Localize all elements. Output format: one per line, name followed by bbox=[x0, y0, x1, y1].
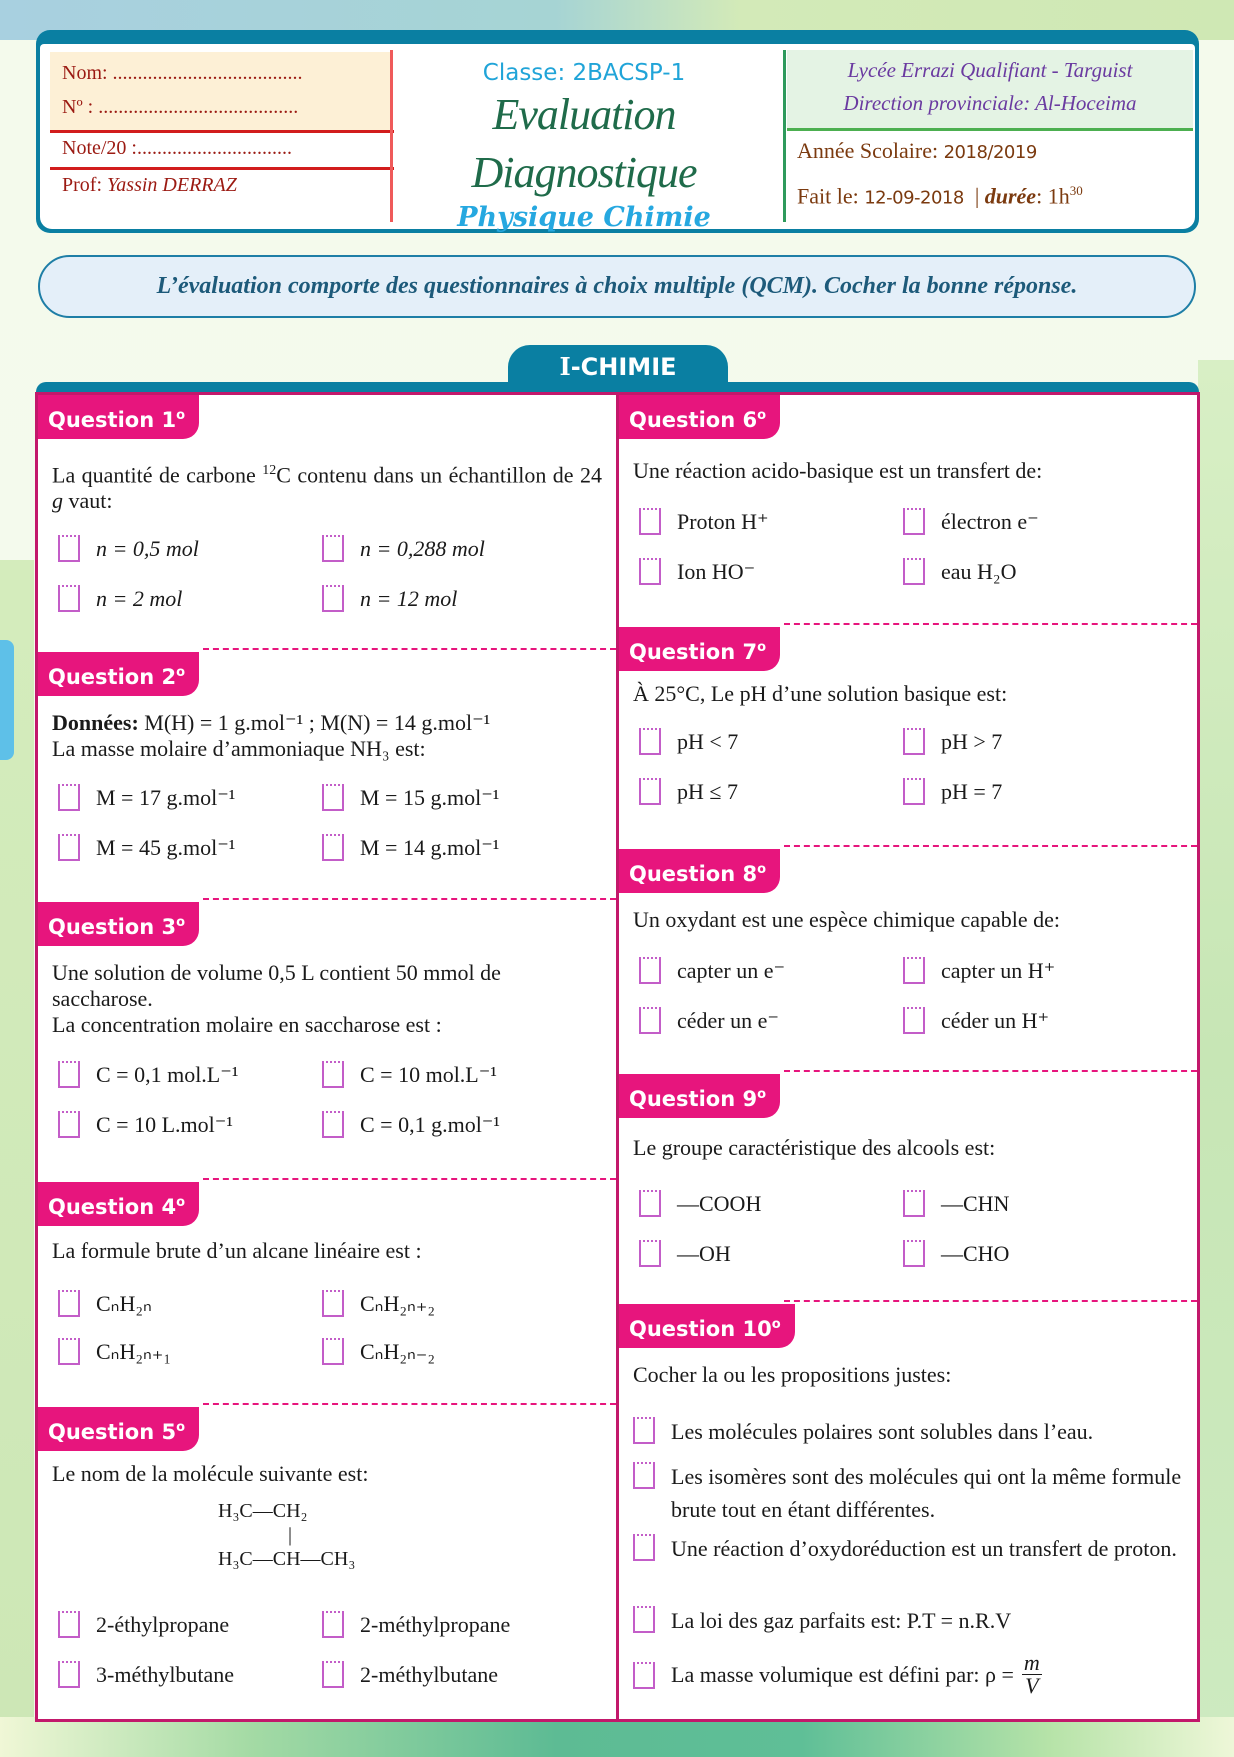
question-10 bbox=[619, 1300, 1197, 1720]
question-label: Question bbox=[48, 915, 155, 939]
numero-field[interactable]: Nº : ........................................ bbox=[62, 96, 299, 118]
option-label: M = 17 g.mol⁻¹ bbox=[96, 784, 236, 810]
option[interactable] bbox=[903, 1190, 1009, 1217]
option-label: CₙH₂ₙ bbox=[96, 1290, 152, 1316]
question-label: Question bbox=[629, 1317, 736, 1341]
duration-value: 1h bbox=[1047, 183, 1070, 209]
fraction-denominator: V bbox=[1025, 1673, 1039, 1698]
option[interactable] bbox=[58, 1111, 233, 1138]
option[interactable] bbox=[903, 957, 1055, 984]
option-label: capter un H⁺ bbox=[941, 957, 1056, 983]
checkbox[interactable] bbox=[58, 585, 80, 612]
checkbox[interactable] bbox=[639, 1240, 661, 1267]
option-label: Proton H⁺ bbox=[677, 508, 769, 534]
option[interactable] bbox=[633, 1460, 1187, 1526]
question-tab bbox=[38, 1182, 199, 1226]
school-info-block bbox=[787, 50, 1193, 211]
checkbox[interactable] bbox=[903, 1190, 925, 1217]
checkbox[interactable] bbox=[58, 1290, 80, 1317]
question-text: La quantité de carbone $^{12}$C contenu dans un échantillon de 24 g vaut: bbox=[52, 462, 602, 514]
option-label: —CHO bbox=[941, 1240, 1010, 1266]
option-label: Les molécules polaires sont solubles dans l’eau. bbox=[671, 1419, 1094, 1444]
option[interactable] bbox=[633, 1652, 1187, 1697]
prof-label: Prof: bbox=[62, 174, 102, 196]
school-year bbox=[787, 131, 1193, 171]
header-inner bbox=[40, 44, 1195, 233]
option-label: pH = 7 bbox=[941, 778, 1003, 804]
checkbox[interactable] bbox=[58, 834, 80, 861]
dashed-divider bbox=[203, 898, 616, 900]
question-label: Question bbox=[48, 1195, 155, 1219]
question-label: Question bbox=[629, 408, 736, 432]
option[interactable] bbox=[903, 1007, 1049, 1034]
option-label: Ion HO⁻ bbox=[677, 558, 756, 584]
year-value: 2018/2019 bbox=[943, 142, 1037, 163]
subject-label: Physique Chimie bbox=[457, 202, 711, 233]
question-number: 4 bbox=[161, 1195, 177, 1219]
student-id-fields bbox=[50, 52, 390, 130]
note-field[interactable]: Note/20 :............................... bbox=[62, 137, 292, 159]
option-label: M = 15 g.mol⁻¹ bbox=[360, 784, 500, 810]
question-5 bbox=[38, 1403, 616, 1723]
option-label: —CHN bbox=[941, 1190, 1010, 1216]
column-left bbox=[35, 392, 619, 1722]
option[interactable] bbox=[639, 728, 738, 755]
option[interactable] bbox=[639, 508, 769, 535]
section-numeral: I bbox=[559, 352, 571, 381]
option[interactable] bbox=[639, 778, 738, 805]
option-label: CₙH₂ₙ₋₂ bbox=[360, 1338, 436, 1364]
question-text: À 25°C, Le pH d’une solution basique est: bbox=[633, 681, 1008, 706]
option-label: électron e⁻ bbox=[941, 508, 1039, 534]
question-1 bbox=[38, 395, 616, 640]
duration-label: durée bbox=[984, 183, 1037, 209]
checkbox[interactable] bbox=[322, 834, 344, 861]
molecule-row-1: H₃C—CH₂ bbox=[218, 1500, 308, 1522]
divider-vertical bbox=[390, 50, 393, 222]
question-number: 3 bbox=[161, 915, 177, 939]
option[interactable] bbox=[322, 1661, 498, 1688]
checkbox[interactable] bbox=[903, 1240, 925, 1267]
option[interactable] bbox=[58, 1661, 234, 1688]
option-label: La masse volumique est défini par: ρ = bbox=[671, 1662, 1014, 1687]
question-text: Cocher la ou les propositions justes: bbox=[633, 1362, 952, 1387]
option[interactable] bbox=[322, 784, 499, 811]
option[interactable] bbox=[58, 834, 235, 861]
option-label: —OH bbox=[677, 1240, 731, 1266]
fraction bbox=[1022, 1652, 1042, 1697]
question-ordinal: o bbox=[757, 1087, 767, 1102]
checkbox[interactable] bbox=[639, 558, 661, 585]
option[interactable] bbox=[903, 508, 1039, 535]
option[interactable] bbox=[58, 1061, 238, 1088]
checkbox[interactable] bbox=[639, 778, 661, 805]
option[interactable] bbox=[322, 585, 457, 612]
option[interactable] bbox=[322, 1611, 510, 1638]
checkbox[interactable] bbox=[639, 957, 661, 984]
checkbox[interactable] bbox=[639, 1007, 661, 1034]
option[interactable] bbox=[58, 585, 182, 612]
question-tab bbox=[38, 652, 199, 696]
option-label: 2-méthylbutane bbox=[360, 1661, 499, 1687]
option-label: 3-méthylbutane bbox=[96, 1661, 235, 1687]
option-label: C = 10 mol.L⁻¹ bbox=[360, 1061, 497, 1087]
option[interactable] bbox=[322, 1111, 500, 1138]
checkbox[interactable] bbox=[322, 1661, 344, 1688]
option[interactable] bbox=[633, 1415, 1187, 1448]
date-value: 12-09-2018 bbox=[864, 187, 964, 209]
option-label: céder un e⁻ bbox=[677, 1007, 779, 1033]
question-ordinal: o bbox=[176, 408, 186, 423]
question-3 bbox=[38, 898, 616, 1178]
option-label: n = 0,5 mol bbox=[96, 535, 199, 561]
question-label: Question bbox=[629, 862, 736, 886]
question-tab bbox=[619, 395, 780, 439]
option[interactable] bbox=[58, 1611, 229, 1638]
option-label: n = 2 mol bbox=[96, 585, 183, 611]
question-text: Un oxydant est une espèce chimique capable de: bbox=[633, 907, 1061, 932]
checkbox[interactable] bbox=[639, 508, 661, 535]
option-label: n = 0,288 mol bbox=[360, 535, 485, 561]
date-duration: Fait le: 12-09-2018 | durée: $1h^{30}$ bbox=[797, 183, 1083, 209]
date-label: Fait le: bbox=[797, 183, 859, 209]
option[interactable] bbox=[58, 535, 199, 562]
question-label: Question bbox=[48, 1420, 155, 1444]
option-label: C = 0,1 mol.L⁻¹ bbox=[96, 1061, 239, 1087]
background-bottom bbox=[0, 1717, 1234, 1757]
checkbox[interactable] bbox=[322, 1338, 344, 1365]
dashed-divider bbox=[784, 845, 1197, 847]
option[interactable] bbox=[639, 1190, 761, 1217]
question-tab bbox=[38, 395, 199, 439]
checkbox[interactable] bbox=[639, 728, 661, 755]
question-tab bbox=[38, 1407, 199, 1451]
question-ordinal: o bbox=[757, 640, 767, 655]
checkbox[interactable] bbox=[58, 535, 80, 562]
dashed-divider bbox=[203, 1403, 616, 1405]
background-accent bbox=[0, 640, 14, 760]
option-label: 2-éthylpropane bbox=[96, 1611, 230, 1637]
question-text: Données: M(H) = 1 g.mol⁻¹ ; M(N) = 14 g.mol⁻¹ La masse molaire d’ammoniaque NH₃ est: bbox=[52, 710, 491, 761]
question-label: Question bbox=[629, 1087, 736, 1111]
question-tab bbox=[619, 849, 780, 893]
question-ordinal: o bbox=[771, 1317, 781, 1332]
checkbox[interactable] bbox=[633, 1417, 655, 1444]
question-text: Le groupe caractéristique des alcools est: bbox=[633, 1135, 996, 1160]
option[interactable] bbox=[633, 1604, 1187, 1637]
question-label: Question bbox=[48, 665, 155, 689]
school-box bbox=[787, 50, 1193, 128]
question-ordinal: o bbox=[757, 408, 767, 423]
option-label: Une réaction d’oxydoréduction est un transfert de proton. bbox=[671, 1536, 1177, 1561]
question-number: 2 bbox=[161, 665, 177, 689]
checkbox[interactable] bbox=[322, 1611, 344, 1638]
question-ordinal: o bbox=[176, 665, 186, 680]
option-label: C = 10 L.mol⁻¹ bbox=[96, 1111, 233, 1137]
option[interactable] bbox=[322, 1338, 435, 1365]
checkbox[interactable] bbox=[58, 1061, 80, 1088]
checkbox[interactable] bbox=[322, 784, 344, 811]
checkbox[interactable] bbox=[633, 1662, 655, 1689]
checkbox[interactable] bbox=[322, 1111, 344, 1138]
option[interactable] bbox=[639, 957, 785, 984]
fraction-numerator: m bbox=[1023, 1650, 1040, 1675]
checkbox[interactable] bbox=[633, 1462, 655, 1489]
option[interactable] bbox=[322, 1061, 497, 1088]
question-tab bbox=[38, 902, 199, 946]
exam-title-block bbox=[390, 44, 778, 233]
exam-header bbox=[36, 30, 1199, 233]
option[interactable] bbox=[903, 558, 1016, 585]
option-label: pH ≤ 7 bbox=[677, 778, 738, 804]
instruction-banner: L’évaluation comporte des questionnaires à choix multiple (QCM). Cocher la bonne réponse. bbox=[38, 255, 1196, 318]
section-name: -CHIMIE bbox=[570, 353, 677, 381]
student-info-block bbox=[40, 44, 390, 229]
option[interactable] bbox=[903, 728, 1002, 755]
question-text: La formule brute d’un alcane linéaire est : bbox=[52, 1238, 422, 1263]
question-tab bbox=[619, 1074, 780, 1118]
option[interactable] bbox=[58, 784, 235, 811]
option[interactable] bbox=[639, 558, 755, 585]
option-label: pH < 7 bbox=[677, 728, 739, 754]
checkbox[interactable] bbox=[633, 1606, 655, 1633]
question-text: Une solution de volume 0,5 L contient 50 mmol de saccharose. La concentration molaire en saccharose est : bbox=[52, 960, 501, 1037]
molecule-bond: | bbox=[288, 1524, 293, 1546]
option-label: CₙH₂ₙ₊₁ bbox=[96, 1338, 172, 1364]
class-label: Classe: 2BACSP-1 bbox=[482, 60, 686, 86]
dashed-divider bbox=[784, 1070, 1197, 1072]
question-text: Une réaction acido-basique est un transfert de: bbox=[633, 458, 1043, 483]
dashed-divider bbox=[203, 1178, 616, 1180]
checkbox[interactable] bbox=[322, 535, 344, 562]
question-number: 5 bbox=[161, 1420, 177, 1444]
divider-vertical bbox=[783, 50, 786, 222]
option[interactable] bbox=[322, 535, 485, 562]
option[interactable] bbox=[58, 1338, 171, 1365]
checkbox[interactable] bbox=[58, 784, 80, 811]
question-number: 10 bbox=[742, 1317, 772, 1341]
question-ordinal: o bbox=[176, 1195, 186, 1210]
question-label: Question bbox=[48, 408, 155, 432]
molecule-diagram bbox=[218, 1499, 355, 1571]
option-label: pH > 7 bbox=[941, 728, 1003, 754]
question-2 bbox=[38, 648, 616, 898]
option-label: capter un e⁻ bbox=[677, 957, 786, 983]
question-8 bbox=[619, 845, 1197, 1070]
separator: | bbox=[974, 183, 980, 209]
checkbox[interactable] bbox=[58, 1338, 80, 1365]
question-ordinal: o bbox=[757, 862, 767, 877]
exam-title: Evaluation Diagnostique bbox=[471, 90, 697, 197]
checkbox[interactable] bbox=[58, 1111, 80, 1138]
question-7 bbox=[619, 623, 1197, 845]
option-label: M = 45 g.mol⁻¹ bbox=[96, 834, 236, 860]
duration-minutes: 30 bbox=[1069, 183, 1083, 198]
question-tab bbox=[619, 627, 780, 671]
option-label: eau H₂O bbox=[941, 558, 1017, 584]
checkbox[interactable] bbox=[903, 728, 925, 755]
question-ordinal: o bbox=[176, 1420, 186, 1435]
checkbox[interactable] bbox=[903, 957, 925, 984]
question-number: 6 bbox=[742, 408, 758, 432]
question-9 bbox=[619, 1070, 1197, 1300]
option-label: CₙH₂ₙ₊₂ bbox=[360, 1290, 436, 1316]
option-label: Les isomères sont des molécules qui ont la même formule brute tout en étant différentes. bbox=[671, 1464, 1182, 1522]
option-label: n = 12 mol bbox=[360, 585, 458, 611]
checkbox[interactable] bbox=[639, 1190, 661, 1217]
option[interactable] bbox=[903, 1240, 1009, 1267]
option-label: La loi des gaz parfaits est: P.T = n.R.V bbox=[671, 1608, 1012, 1633]
option-label: M = 14 g.mol⁻¹ bbox=[360, 834, 500, 860]
background-right-stripe bbox=[1198, 360, 1234, 1740]
section-title bbox=[508, 345, 728, 387]
checkbox[interactable] bbox=[903, 1007, 925, 1034]
checkbox[interactable] bbox=[58, 1661, 80, 1688]
dashed-divider bbox=[203, 648, 616, 650]
prof-line bbox=[50, 170, 390, 204]
option[interactable] bbox=[639, 1007, 779, 1034]
option[interactable] bbox=[903, 778, 1002, 805]
question-tab bbox=[619, 1304, 795, 1348]
checkbox[interactable] bbox=[903, 558, 925, 585]
question-text: Le nom de la molécule suivante est: bbox=[52, 1461, 369, 1486]
prof-name: Yassin DERRAZ bbox=[107, 174, 237, 196]
option[interactable] bbox=[322, 834, 499, 861]
checkbox[interactable] bbox=[903, 508, 925, 535]
year-label: Année Scolaire: bbox=[797, 138, 939, 163]
option[interactable] bbox=[633, 1532, 1187, 1565]
question-4 bbox=[38, 1178, 616, 1403]
question-label: Question bbox=[629, 640, 736, 664]
question-number: 7 bbox=[742, 640, 758, 664]
option-label: céder un H⁺ bbox=[941, 1007, 1050, 1033]
checkbox[interactable] bbox=[633, 1534, 655, 1561]
option-label: —COOH bbox=[677, 1190, 762, 1216]
column-right bbox=[616, 392, 1200, 1722]
option[interactable] bbox=[322, 1290, 435, 1317]
dashed-divider bbox=[784, 623, 1197, 625]
option[interactable] bbox=[58, 1290, 152, 1317]
checkbox[interactable] bbox=[322, 1061, 344, 1088]
checkbox[interactable] bbox=[322, 1290, 344, 1317]
question-ordinal: o bbox=[176, 915, 186, 930]
direction-name: Direction provinciale: Al-Hoceima bbox=[843, 91, 1137, 115]
option-label: 2-méthylpropane bbox=[360, 1611, 511, 1637]
option[interactable] bbox=[639, 1240, 731, 1267]
question-number: 9 bbox=[742, 1087, 758, 1111]
question-6 bbox=[619, 395, 1197, 623]
nom-field[interactable]: Nom: ...................................... bbox=[62, 62, 303, 84]
checkbox[interactable] bbox=[903, 778, 925, 805]
question-number: 8 bbox=[742, 862, 758, 886]
option-label: C = 0,1 g.mol⁻¹ bbox=[360, 1111, 501, 1137]
molecule-row-2: H₃C—CH—CH₃ bbox=[218, 1548, 356, 1570]
school-name: Lycée Errazi Qualifiant - Targuist bbox=[847, 58, 1133, 82]
question-number: 1 bbox=[161, 408, 177, 432]
checkbox[interactable] bbox=[322, 585, 344, 612]
dashed-divider bbox=[784, 1300, 1197, 1302]
checkbox[interactable] bbox=[58, 1611, 80, 1638]
